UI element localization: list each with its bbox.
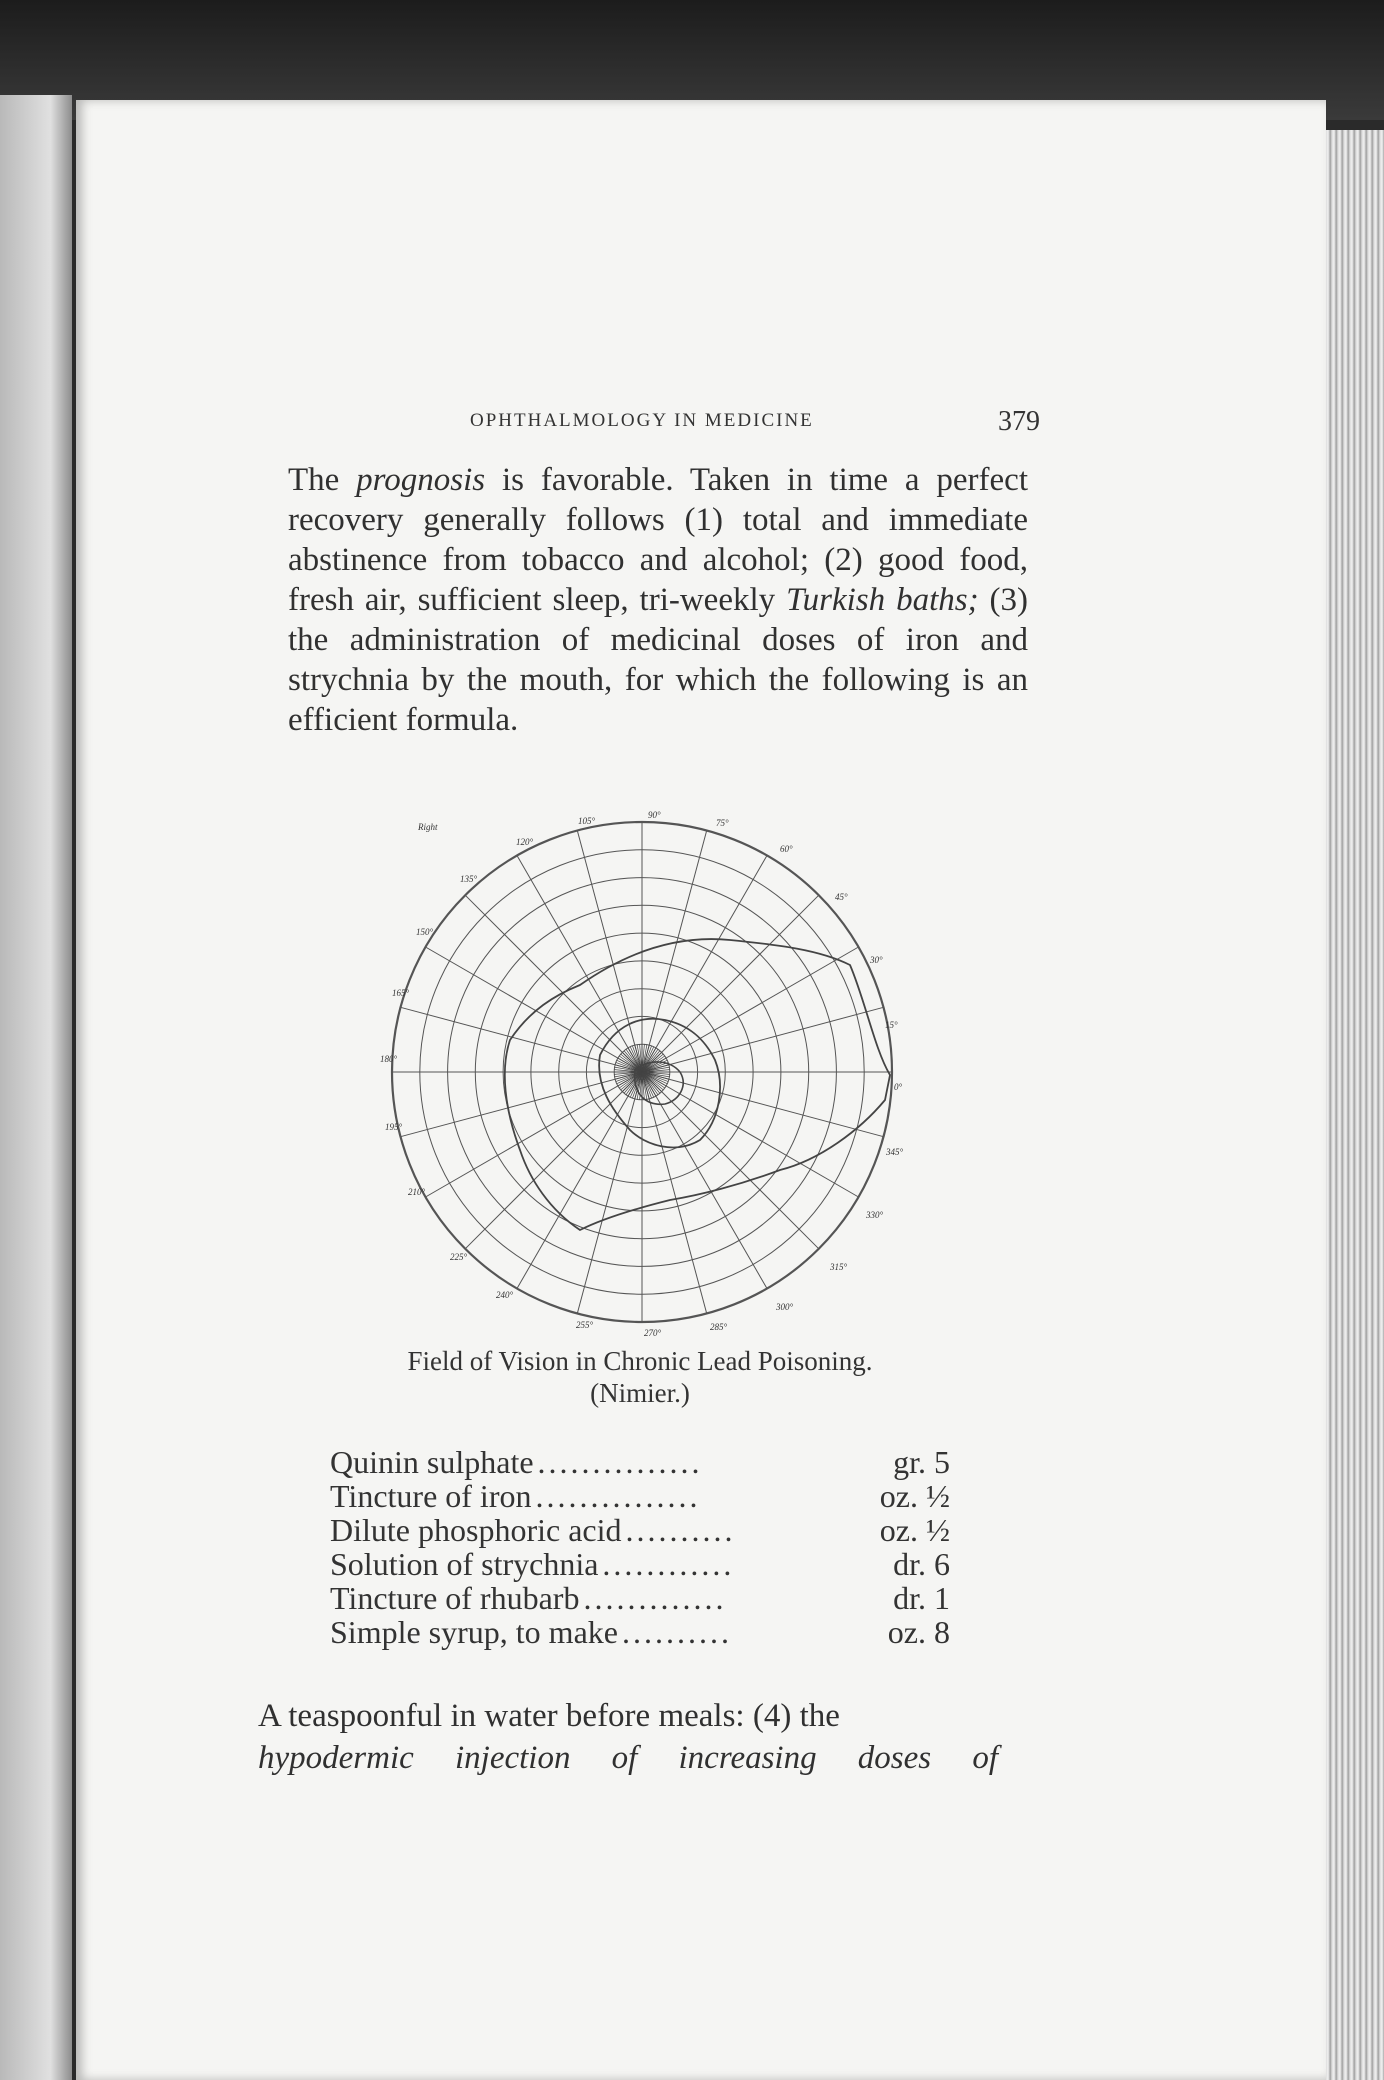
hypodermic-text: hypodermic injection of increasing doses of (258, 1740, 998, 1776)
perimetry-diagram (380, 800, 920, 1340)
turkish-baths-term: Turkish baths; (786, 582, 979, 618)
label-15: 15° (885, 1020, 898, 1030)
leader-dots: ............ (602, 1547, 735, 1581)
label-150: 150° (416, 927, 434, 937)
grid-meridian (642, 895, 819, 1072)
prescription-formula (330, 1445, 950, 1649)
label-right: Right (418, 822, 438, 832)
label-270: 270° (644, 1328, 662, 1338)
label-30: 30° (870, 955, 883, 965)
ingredient-name: Dilute phosphoric acid (330, 1512, 622, 1548)
formula-row (330, 1445, 950, 1479)
grid-meridian (577, 1072, 642, 1314)
grid-meridian (642, 1007, 884, 1072)
caption-source: (Nimier.) (590, 1378, 690, 1408)
label-105: 105° (578, 816, 596, 826)
grid-meridian (465, 1072, 642, 1249)
label-45: 45° (835, 892, 848, 902)
running-head: OPHTHALMOLOGY IN MEDICINE (470, 410, 814, 431)
paragraph-prognosis (288, 460, 1028, 740)
prognosis-term: prognosis (356, 462, 486, 498)
inner-field-boundary (599, 1019, 720, 1148)
page-number: 379 (998, 406, 1040, 437)
label-300: 300° (776, 1302, 794, 1312)
field-of-vision-chart (380, 800, 920, 1340)
grid-meridian (642, 1072, 707, 1314)
closing-line-1: A teaspoonful in water before meals: (4) the (258, 1698, 840, 1734)
text-run: (3) the administration of medicinal doses of iron and strychnia by the mouth, for which the following is an efficient formula. (288, 582, 1028, 738)
formula-row (330, 1581, 950, 1615)
facing-page-edge (0, 95, 72, 2080)
closing-line-2 (258, 1737, 998, 1779)
label-165: 165° (392, 988, 410, 998)
label-210: 210° (408, 1187, 426, 1197)
leader-dots: .......... (625, 1513, 736, 1547)
ingredient-name: Solution of strychnia (330, 1546, 599, 1582)
closing-paragraph (258, 1695, 998, 1779)
formula-row (330, 1615, 950, 1649)
label-330: 330° (866, 1210, 884, 1220)
label-135: 135° (460, 874, 478, 884)
leader-dots: ............... (535, 1479, 701, 1513)
caption-title: Field of Vision in Chronic Lead Poisoning. (407, 1346, 873, 1376)
grid-meridian (642, 1072, 884, 1137)
formula-row (330, 1547, 950, 1581)
label-225: 225° (450, 1252, 468, 1262)
ingredient-dose: gr. 5 (893, 1444, 950, 1480)
label-0: 0° (894, 1082, 903, 1092)
leader-dots: .......... (621, 1615, 732, 1649)
text-run: The (288, 462, 357, 498)
label-75: 75° (716, 818, 729, 828)
ingredient-dose: dr. 6 (893, 1546, 950, 1582)
ingredient-name: Tincture of iron (330, 1478, 532, 1514)
label-195: 195° (385, 1122, 403, 1132)
polar-grid (392, 822, 892, 1322)
grid-meridian (401, 1007, 643, 1072)
label-345: 345° (886, 1147, 904, 1157)
leader-dots: ............. (583, 1581, 727, 1615)
label-120: 120° (516, 837, 534, 847)
text-run: is favorable. Taken in time a perfect recovery generally follows (1) total and immediate abstinence from tobacco and alcohol; (2) good food, fresh air, sufficient sleep, tri-weekly (288, 462, 1028, 618)
label-180: 180° (380, 1054, 398, 1064)
page-stack-edge (1318, 130, 1384, 2080)
ingredient-name: Simple syrup, to make (330, 1614, 618, 1650)
grid-meridian (577, 831, 642, 1073)
page-header (470, 406, 1040, 450)
ingredient-dose: oz. ½ (879, 1512, 950, 1548)
grid-meridian (401, 1072, 643, 1137)
label-315: 315° (830, 1262, 848, 1272)
formula-row (330, 1479, 950, 1513)
ingredient-name: Quinin sulphate (330, 1444, 534, 1480)
ingredient-dose: oz. 8 (887, 1614, 950, 1650)
grid-meridian (465, 895, 642, 1072)
ingredient-dose: dr. 1 (893, 1580, 950, 1616)
label-255: 255° (576, 1320, 594, 1330)
label-60: 60° (780, 844, 793, 854)
label-240: 240° (496, 1290, 514, 1300)
ingredient-dose: oz. ½ (879, 1478, 950, 1514)
formula-row (330, 1513, 950, 1547)
label-90: 90° (648, 810, 661, 820)
figure-caption (330, 1345, 950, 1409)
label-285: 285° (710, 1322, 728, 1332)
ingredient-name: Tincture of rhubarb (330, 1580, 580, 1616)
grid-meridian (642, 1072, 819, 1249)
leader-dots: ............... (537, 1445, 703, 1479)
